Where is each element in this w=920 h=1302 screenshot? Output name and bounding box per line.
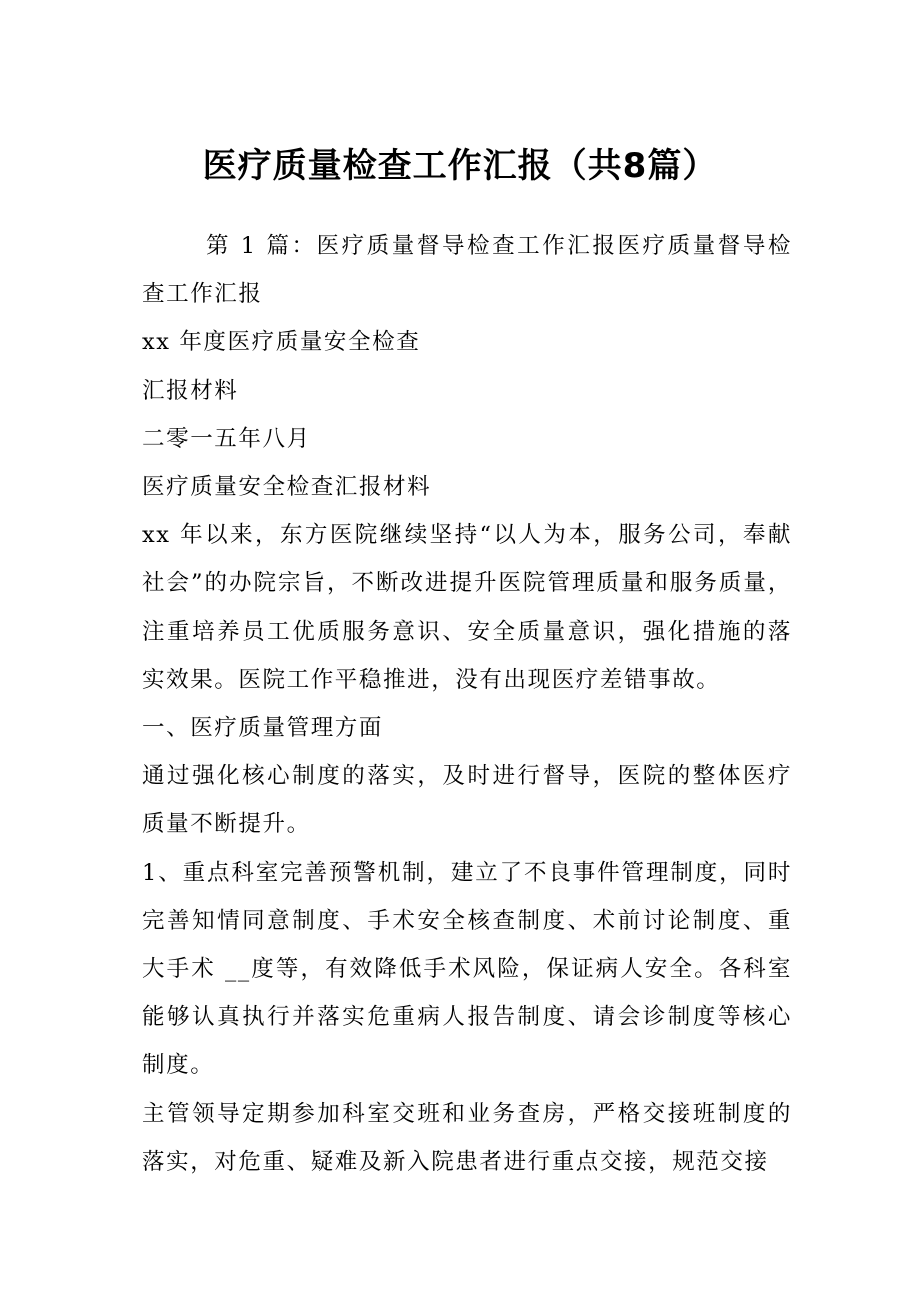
paragraph-6: xx 年以来，东方医院继续坚持“以人为本，服务公司，奉献社会”的办院宗旨，不断改进提升医院管理质量和服务质量，注重培养员工优质服务意识、安全质量意识，强化措施的落实效果。医院工作平稳推进，没有出现医疗差错事故。: [142, 522, 792, 693]
paragraph-1: 第 1 篇：医疗质量督导检查工作汇报医疗质量督导检查工作汇报: [142, 233, 792, 308]
paragraph-10: 主管领导定期参加科室交班和业务查房，严格交接班制度的落实，对危重、疑难及新入院患者进行重点交接，规范交接: [142, 1100, 792, 1175]
paragraph-8: 通过强化核心制度的落实，及时进行督导，医院的整体医疗质量不断提升。: [142, 763, 792, 838]
document-body: [142, 222, 792, 1186]
paragraph-2: xx 年度医疗质量安全检查: [142, 329, 421, 356]
paragraph-5: 医疗质量安全检查汇报材料: [142, 474, 432, 501]
section-heading-1: 一、医疗质量管理方面: [142, 715, 384, 742]
paragraph-4: 二零一五年八月: [142, 425, 311, 452]
paragraph-3: 汇报材料: [142, 377, 239, 404]
document-title: 医疗质量检查工作汇报（共8篇）: [202, 146, 718, 186]
paragraph-9: 1、重点科室完善预警机制，建立了不良事件管理制度，同时完善知情同意制度、手术安全核查制度、术前讨论制度、重大手术 __度等，有效降低手术风险，保证病人安全。各科室能够认真执行并落实危重病人报告制度、请会诊制度等核心制度。: [142, 859, 792, 1079]
